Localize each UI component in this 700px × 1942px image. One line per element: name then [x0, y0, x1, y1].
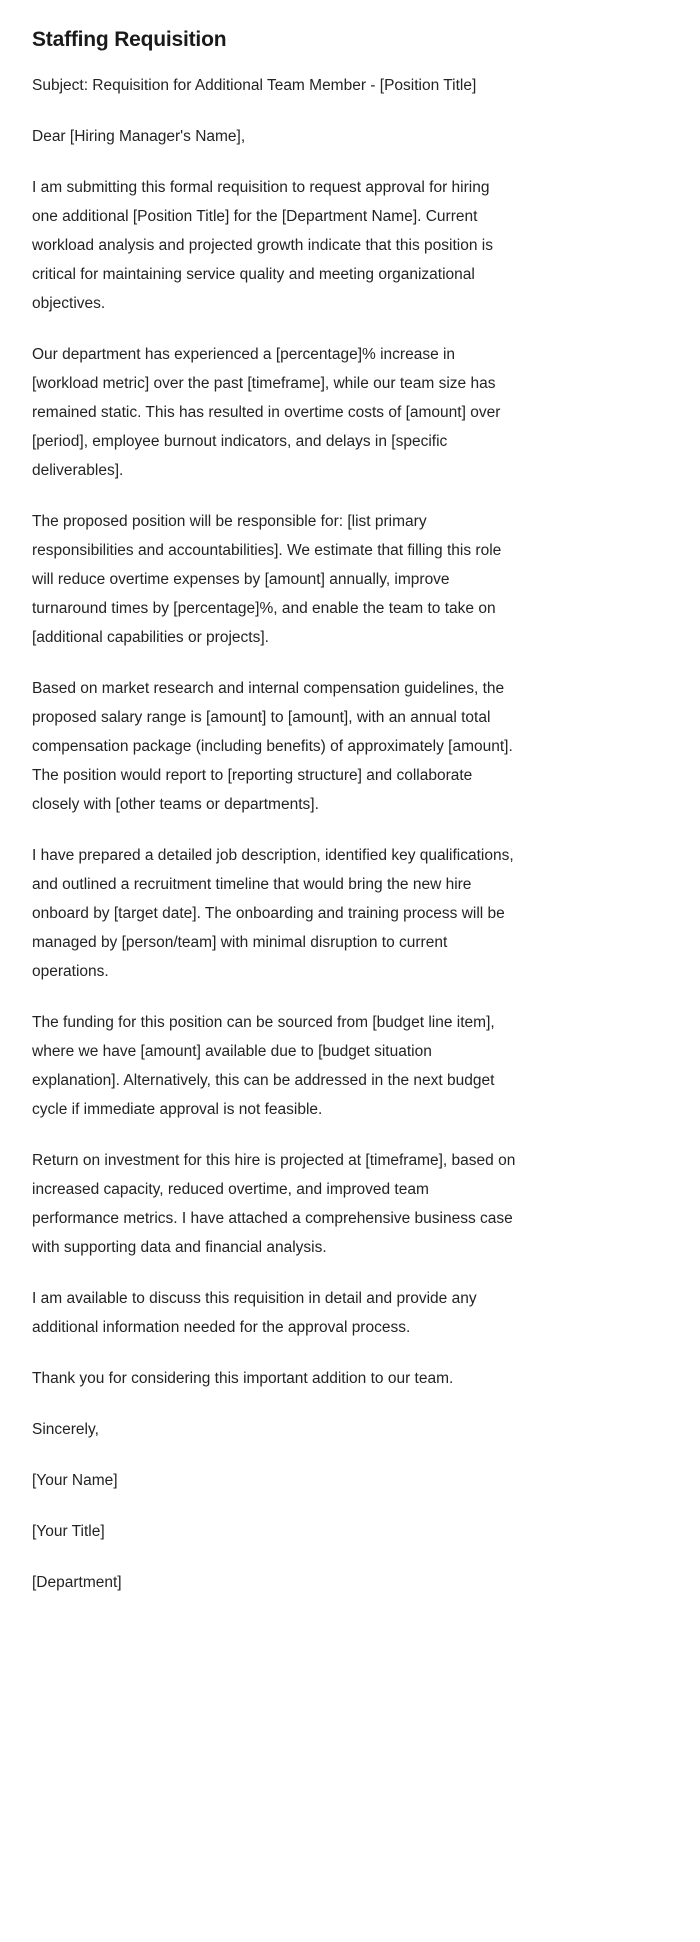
- paragraph-recruitment: I have prepared a detailed job description, identified key qualifications, and outlined a recruitment timeline that would bring the new hire onboard by [target date]. The onboarding and training process will be managed by [person/team] with minimal disruption to current operations.: [32, 847, 514, 981]
- paragraph-salutation: Dear [Hiring Manager's Name],: [32, 128, 246, 146]
- paragraph-responsibilities: The proposed position will be responsible for: [list primary responsibilities and accountabilities]. We estimate that filling this role will reduce overtime expenses by [amount] annually, improve turnaround times by [percentage]%, and enable the team to take on [additional capabilities or projects].: [32, 513, 502, 647]
- signature-name: [Your Name]: [32, 1472, 118, 1490]
- paragraph-availability: I am available to discuss this requisition in detail and provide any additional information needed for the approval process.: [32, 1290, 477, 1337]
- paragraph-request: I am submitting this formal requisition to request approval for hiring one additional [Position Title] for the [Department Name]. Current workload analysis and projected growth indicate that this position is critical for maintaining service quality and meeting organizational objectives.: [32, 179, 493, 313]
- signature-department: [Department]: [32, 1574, 122, 1592]
- page-title: Staffing Requisition: [32, 28, 227, 51]
- paragraph-compensation: Based on market research and internal compensation guidelines, the proposed salary range is [amount] to [amount], with an annual total compensation package (including benefits) of approximately [amount]. The position would report to [reporting structure] and collaborate closely with [other teams or departments].: [32, 680, 513, 814]
- paragraph-subject: Subject: Requisition for Additional Team Member - [Position Title]: [32, 77, 477, 95]
- paragraph-thanks: Thank you for considering this important addition to our team.: [32, 1370, 454, 1388]
- paragraph-workload: Our department has experienced a [percentage]% increase in [workload metric] over the past [timeframe], while our team size has remained static. This has resulted in overtime costs of [amount] over [period], employee burnout indicators, and delays in [specific deliverables].: [32, 346, 501, 480]
- signature-title: [Your Title]: [32, 1523, 105, 1541]
- paragraph-funding: The funding for this position can be sourced from [budget line item], where we have [amount] available due to [budget situation explanation]. Alternatively, this can be addressed in the next budget cycle if immediate approval is not feasible.: [32, 1014, 495, 1119]
- signature-closing: Sincerely,: [32, 1421, 99, 1439]
- paragraph-roi: Return on investment for this hire is projected at [timeframe], based on increased capacity, reduced overtime, and improved team performance metrics. I have attached a comprehensive business case with supporting data and financial analysis.: [32, 1152, 516, 1257]
